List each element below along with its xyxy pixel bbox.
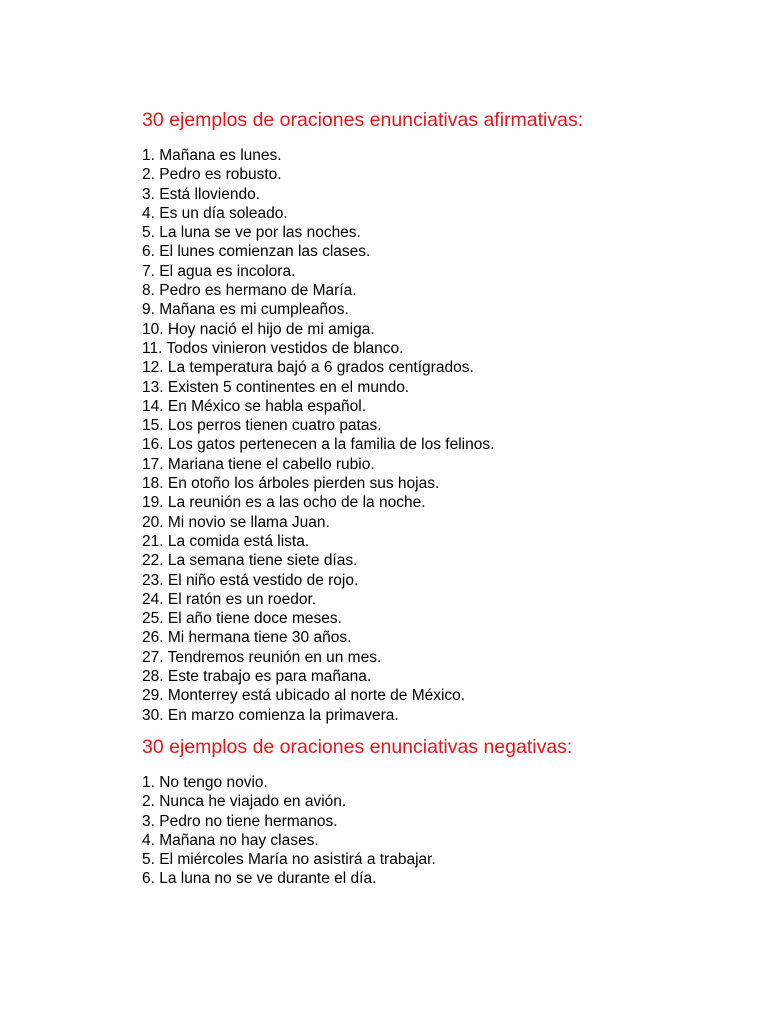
list-item-afirmativa-25: 25. El año tiene doce meses.	[142, 610, 342, 628]
list-item-afirmativa-21: 21. La comida está lista.	[142, 532, 310, 550]
list-item-afirmativa-15: 15. Los perros tienen cuatro patas.	[142, 417, 382, 435]
list-item-afirmativa-20: 20. Mi novio se llama Juan.	[142, 513, 330, 531]
list-afirmativas	[142, 146, 742, 725]
list-item-afirmativa-9: 9. Mañana es mi cumpleaños.	[142, 301, 349, 319]
list-item-afirmativa-26: 26. Mi hermana tiene 30 años.	[142, 629, 352, 647]
list-item-afirmativa-29: 29. Monterrey está ubicado al norte de México.	[142, 687, 466, 705]
list-item-afirmativa-16: 16. Los gatos pertenecen a la familia de los felinos.	[142, 436, 495, 454]
list-item-afirmativa-14: 14. En México se habla español.	[142, 397, 367, 415]
list-item-afirmativa-7: 7. El agua es incolora.	[142, 262, 296, 280]
list-item-afirmativa-6: 6. El lunes comienzan las clases.	[142, 243, 371, 261]
list-item-afirmativa-2: 2. Pedro es robusto.	[142, 166, 282, 184]
list-item-afirmativa-13: 13. Existen 5 continentes en el mundo.	[142, 378, 410, 396]
list-item-afirmativa-30: 30. En marzo comienza la primavera.	[142, 706, 399, 724]
list-item-afirmativa-8: 8. Pedro es hermano de María.	[142, 282, 357, 300]
list-item-afirmativa-4: 4. Es un día soleado.	[142, 204, 288, 222]
list-item-negativa-5: 5. El miércoles María no asistirá a trabajar.	[142, 851, 436, 869]
list-item-afirmativa-22: 22. La semana tiene siete días.	[142, 552, 358, 570]
list-item-afirmativa-11: 11. Todos vinieron vestidos de blanco.	[142, 339, 404, 357]
list-item-afirmativa-24: 24. El ratón es un roedor.	[142, 590, 317, 608]
list-item-afirmativa-18: 18. En otoño los árboles pierden sus hojas.	[142, 475, 440, 493]
list-item-afirmativa-3: 3. Está lloviendo.	[142, 185, 261, 203]
list-item-negativa-6: 6. La luna no se ve durante el día.	[142, 870, 377, 888]
section-title-negativas: 30 ejemplos de oraciones enunciativas negativas:	[142, 735, 573, 758]
list-item-afirmativa-23: 23. El niño está vestido de rojo.	[142, 571, 359, 589]
list-item-afirmativa-17: 17. Mariana tiene el cabello rubio.	[142, 455, 375, 473]
list-item-afirmativa-5: 5. La luna se ve por las noches.	[142, 224, 361, 242]
list-item-afirmativa-27: 27. Tendremos reunión en un mes.	[142, 648, 382, 666]
list-item-afirmativa-1: 1. Mañana es lunes.	[142, 147, 282, 164]
list-negativas	[142, 773, 742, 889]
list-item-negativa-2: 2. Nunca he viajado en avión.	[142, 793, 347, 811]
list-item-negativa-3: 3. Pedro no tiene hermanos.	[142, 812, 338, 830]
list-item-afirmativa-19: 19. La reunión es a las ocho de la noche.	[142, 494, 426, 512]
list-item-afirmativa-28: 28. Este trabajo es para mañana.	[142, 668, 372, 686]
list-item-afirmativa-12: 12. La temperatura bajó a 6 grados centígrados.	[142, 359, 474, 377]
list-item-negativa-4: 4. Mañana no hay clases.	[142, 831, 319, 849]
list-item-negativa-1: 1. No tengo novio.	[142, 773, 268, 791]
section-title-afirmativas: 30 ejemplos de oraciones enunciativas afirmativas:	[142, 109, 584, 131]
list-item-afirmativa-10: 10. Hoy nació el hijo de mi amiga.	[142, 320, 375, 338]
document-page	[142, 108, 742, 889]
